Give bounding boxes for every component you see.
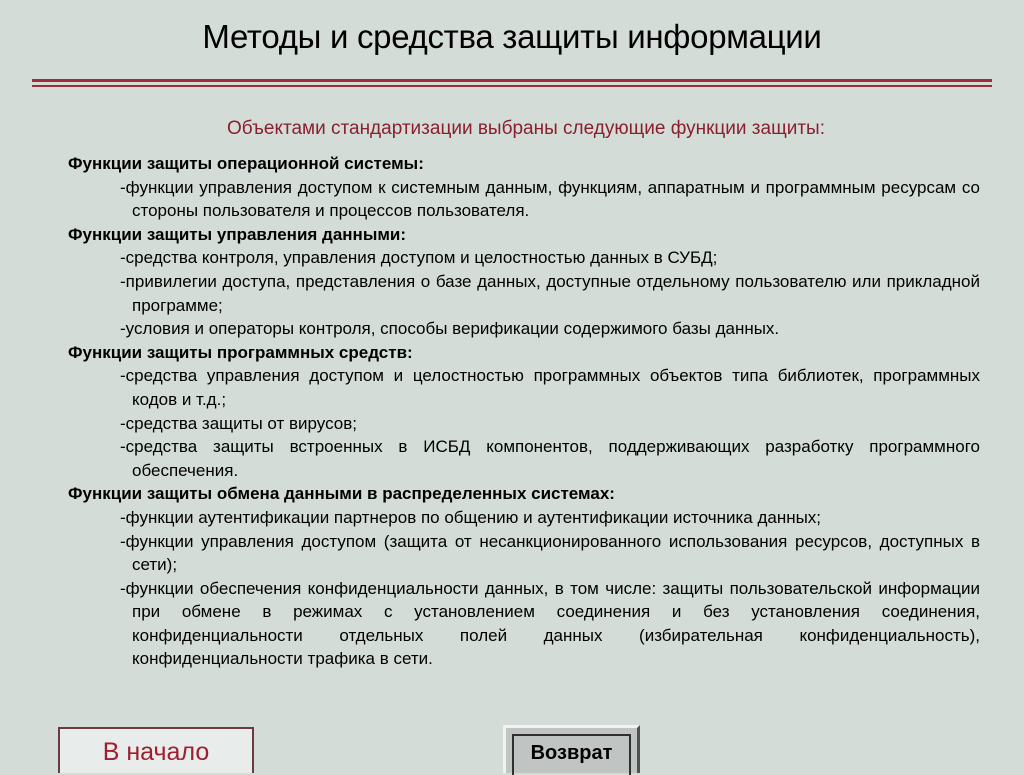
title-divider-thin [32,85,992,87]
title-divider-thick [32,79,992,82]
list-item: -средства защиты встроенных в ИСБД компонентов, поддерживающих разработку программного обеспечения. [120,437,980,480]
list-item: -функции управления доступом к системным данным, функциям, аппаратным и программным ресурсам со стороны пользователя и процессов пользователя. [120,177,980,221]
list-item: -функции управления доступом (защита от несанкционированного использования ресурсов, доступных в сети); [120,531,980,575]
list-item: -функции аутентификации партнеров по общению и аутентификации источника данных; [120,507,822,527]
section-heading: Функции защиты управления данными: [68,224,407,244]
list-item: -условия и операторы контроля, способы верификации содержимого базы данных. [120,319,780,339]
list-item: -функции обеспечения конфиденциальности данных, в том числе: защиты пользовательской информации при обмене в режимах с установлением соединения и без установления соединения, конфиденциальности отдельных полей данных (избирательная конфиденциальность), конфиденциальности трафика в сети. [120,578,980,669]
list-item: -привилегии доступа, представления о базе данных, доступные отдельному пользователю или прикладной программе; [120,271,980,315]
section-distributed-exchange [68,482,980,671]
slide-title: Методы и средства защиты информации [202,18,822,55]
section-heading: Функции защиты программных средств: [68,342,413,362]
section-heading: Функции защиты операционной системы: [68,154,424,173]
home-button[interactable]: В начало [58,727,254,773]
section-data-management [68,223,980,341]
section-heading: Функции защиты обмена данными в распределенных системах: [68,484,615,504]
back-button-label: Возврат [512,734,631,775]
list-item: -средства защиты от вирусов; [120,413,357,433]
list-item: -средства управления доступом и целостностью программных объектов типа библиотек, программных кодов и т.д.; [120,366,980,409]
section-software [68,341,980,483]
back-button[interactable] [503,725,640,773]
section-os [68,152,980,223]
slide-subtitle: Объектами стандартизации выбраны следующие функции защиты: [227,118,825,139]
content-body [68,152,980,671]
list-item: -средства контроля, управления доступом и целостностью данных в СУБД; [120,248,718,268]
